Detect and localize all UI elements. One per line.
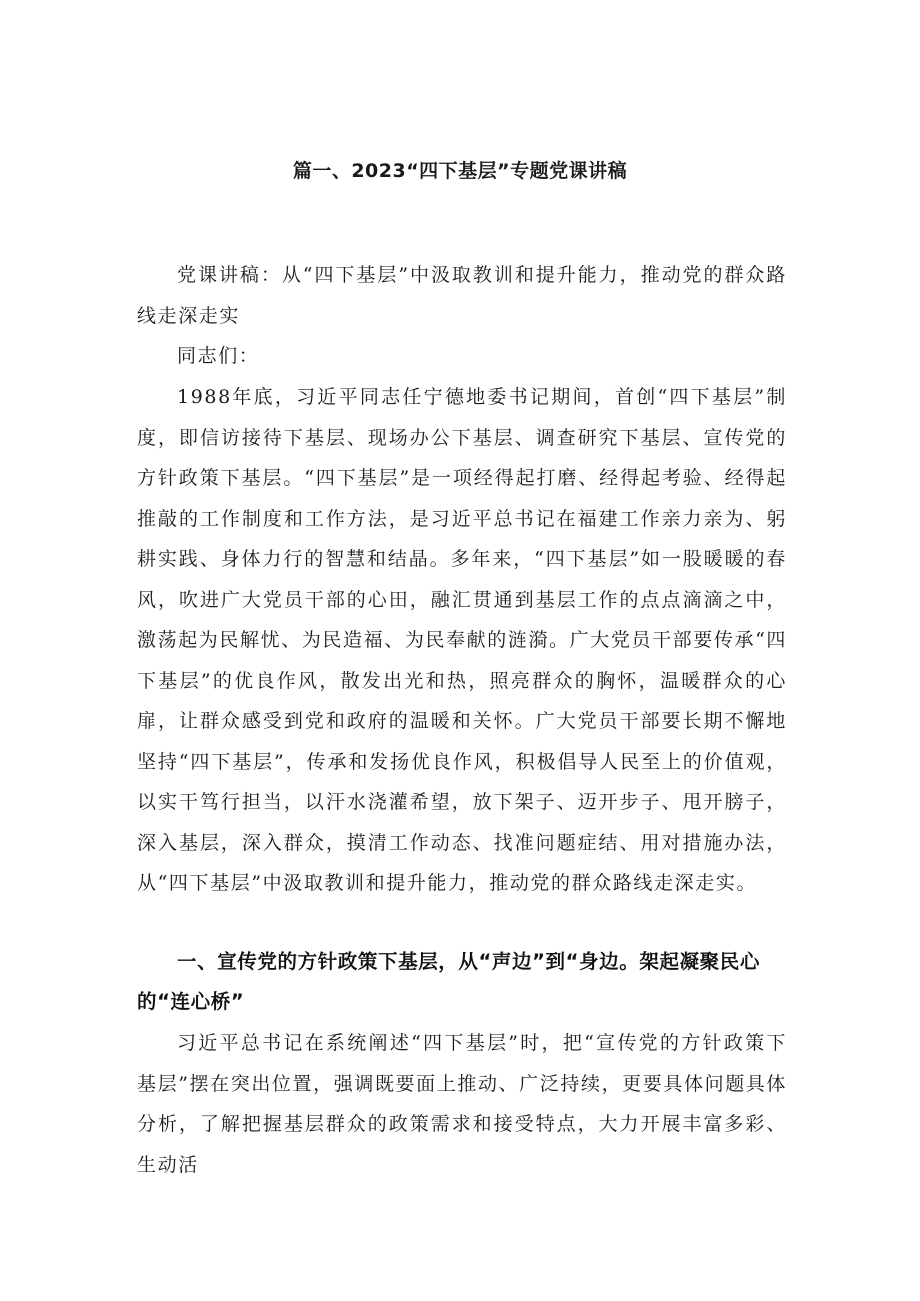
greeting: 同志们： xyxy=(177,345,260,367)
lecture-subtitle: 党课讲稿：从“四下基层”中汲取教训和提升能力，推动党的群众路线走深走实 xyxy=(137,264,787,327)
document-title: 篇一、2023“四下基层”专题党课讲稿 xyxy=(292,160,628,182)
section-paragraph: 习近平总书记在系统阐述“四下基层”时，把“宣传党的方针政策下基层”摆在突出位置，强调既要面上推动、广泛持续，更要具体问题具体分析，了解把握基层群众的政策需求和接受特点，大力开展丰富多彩、生动活 xyxy=(137,1032,787,1176)
section-heading: 一、宣传党的方针政策下基层，从“声边”到“身边。架起凝聚民心的“连心桥” xyxy=(137,950,760,1013)
intro-paragraph: 1988年底，习近平同志任宁德地委书记期间，首创“四下基层”制度，即信访接待下基层、现场办公下基层、调查研究下基层、宣传党的方针政策下基层。“四下基层”是一项经得起打磨、经得起考验、经得起推敲的工作制度和工作方法，是习近平总书记在福建工作亲力亲为、躬耕实践、身体力行的智慧和结晶。多年来，“四下基层”如一股暖暖的春风，吹进广大党员干部的心田，融汇贯通到基层工作的点点滴滴之中，激荡起为民解忧、为民造福、为民奉献的涟漪。广大党员干部要传承“四下基层”的优良作风，散发出光和热，照亮群众的胸怀，温暖群众的心扉，让群众感受到党和政府的温暖和关怀。广大党员干部要长期不懈地坚持“四下基层”，传承和发扬优良作风，积极倡导人民至上的价值观，以实干笃行担当，以汗水浇灌希望，放下架子、迈开步子、甩开膀子，深入基层，深入群众，摸清工作动态、找准问题症结、用对措施办法，从“四下基层”中汲取教训和提升能力，推动党的群众路线走深走实。 xyxy=(137,386,787,894)
